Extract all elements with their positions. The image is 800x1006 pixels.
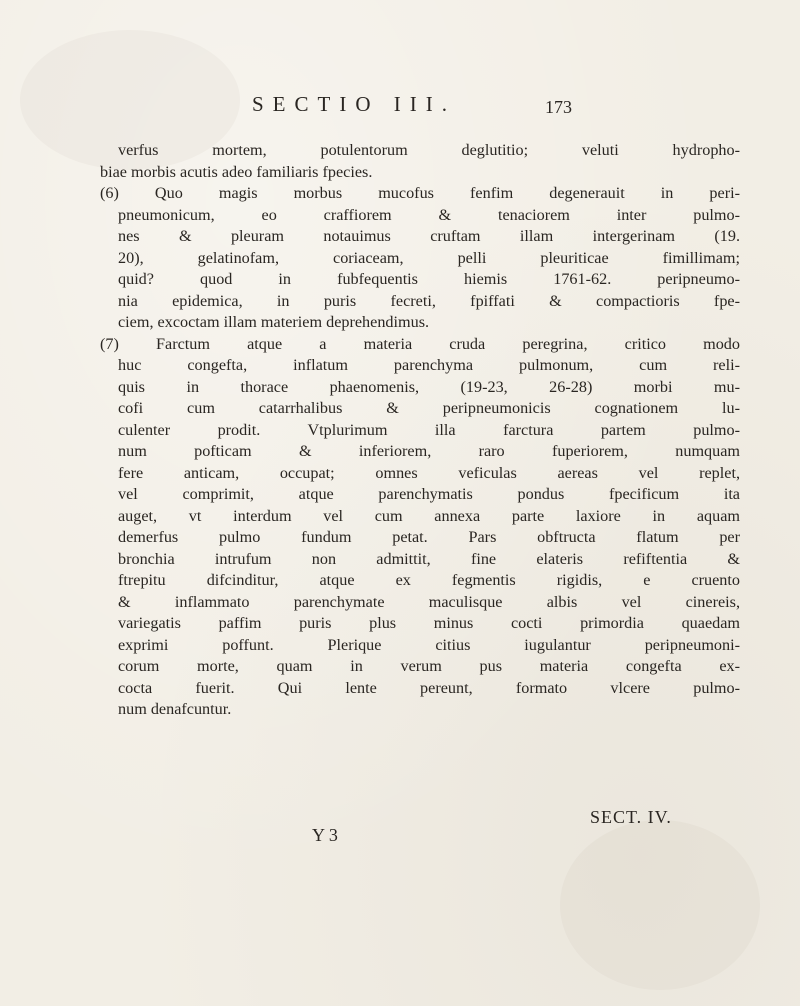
text-line: & inflammato parenchymate maculisque albis vel cinereis,	[118, 592, 740, 611]
text-line: nes & pleuram notauimus cruftam illam intergerinam (19.	[118, 227, 740, 245]
text-line: auget, vt interdum vel cum annexa parte laxiore in aquam	[118, 506, 740, 525]
text-line: cocta fuerit. Qui lente pereunt, formato vlcere pulmo-	[118, 678, 740, 697]
text-line: pneumonicum, eo craffiorem & tenaciorem inter pulmo-	[118, 205, 740, 224]
running-head	[0, 92, 800, 122]
text-line: corum morte, quam in verum pus materia congefta ex-	[118, 657, 740, 675]
page-number: 173	[545, 97, 572, 117]
text-line: demerfus pulmo fundum petat. Pars obftructa flatum per	[118, 528, 740, 546]
text-line: exprimi poffunt. Plerique citius iugulantur peripneumoni-	[118, 635, 740, 654]
text-line: cofi cum catarrhalibus & peripneumonicis cognationem lu-	[118, 399, 740, 417]
text-line: (6) Quo magis morbus mucofus fenfim degenerauit in peri-	[100, 184, 740, 202]
text-line: quid? quod in fubfequentis hiemis 1761-62. peripneumo-	[118, 270, 740, 288]
text-line: (7) Farctum atque a materia cruda peregrina, critico modo	[100, 334, 740, 353]
text-line: bronchia intrufum non admittit, fine elateris refiftentia &	[118, 549, 740, 568]
catchword: SECT. IV.	[590, 807, 672, 827]
text-line: culenter prodit. Vtplurimum illa farctura partem pulmo-	[118, 420, 740, 439]
text-line: 20), gelatinofam, coriaceam, pelli pleuriticae fimillimam;	[118, 248, 740, 267]
text-line: variegatis paffim puris plus minus cocti primordia quaedam	[118, 614, 740, 632]
text-line: quis in thorace phaenomenis, (19-23, 26-28) morbi mu-	[118, 377, 740, 396]
text-line: huc congefta, inflatum parenchyma pulmonum, cum reli-	[118, 356, 740, 374]
page-footer	[0, 795, 800, 855]
text-line: fere anticam, occupat; omnes veficulas aereas vel replet,	[118, 463, 740, 482]
text-line: num pofticam & inferiorem, raro fuperiorem, numquam	[118, 442, 740, 460]
body-text	[100, 140, 740, 721]
signature-mark: Y 3	[312, 825, 338, 845]
text-line: vel comprimit, atque parenchymatis pondus fpecificum ita	[118, 485, 740, 503]
text-line: num denafcuntur.	[118, 700, 232, 718]
text-line: nia epidemica, in puris fecreti, fpiffati & compactioris fpe-	[118, 291, 740, 310]
text-line: ftrepitu difcinditur, atque ex fegmentis rigidis, e cruento	[118, 571, 740, 589]
text-line: ciem, excoctam illam materiem deprehendimus.	[118, 313, 430, 331]
section-title: SECTIO III.	[252, 92, 456, 116]
text-line: verfus mortem, potulentorum deglutitio; veluti hydropho-	[118, 141, 740, 159]
text-line: biae morbis acutis adeo familiaris fpecies.	[100, 162, 373, 181]
